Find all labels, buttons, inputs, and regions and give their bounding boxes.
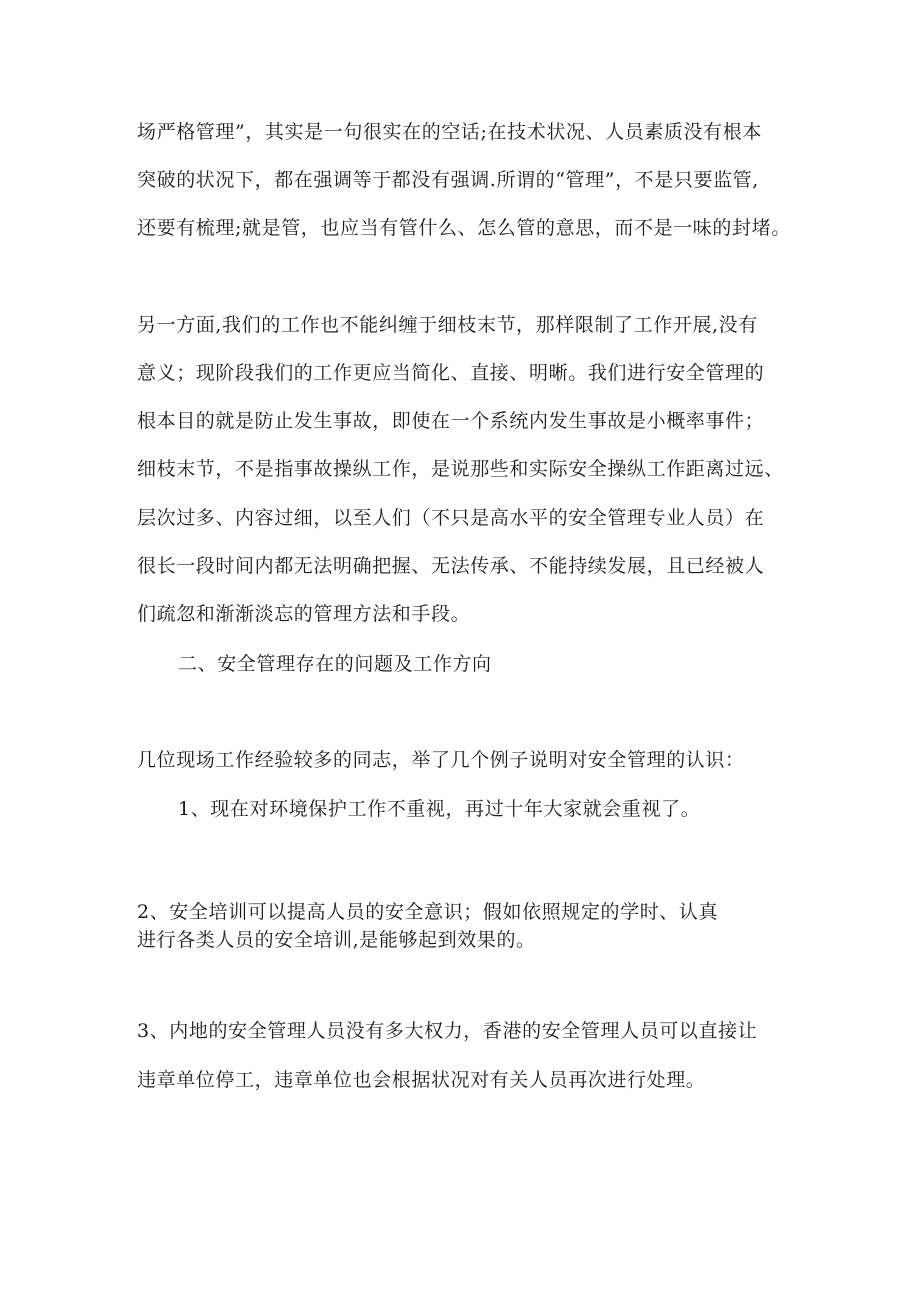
paragraph-2-line-2: 意义；现阶段我们的工作更应当简化、直接、明晰。我们进行安全管理的 [137,362,765,384]
paragraph-1-line-1: 场严格管理”，其实是一句很实在的空话;在技术状况、人员素质没有根本 [137,121,762,143]
list-item-2-line-1: 2、安全培训可以提高人员的安全意识；假如依照规定的学时、认真 [137,901,719,923]
list-item-1: 1、现在对环境保护工作不重视，再过十年大家就会重视了。 [178,798,701,820]
paragraph-2-line-1: 另一方面,我们的工作也不能纠缠于细枝末节，那样限制了工作开展,没有 [137,314,758,336]
paragraph-1-line-3: 还要有梳理;就是管，也应当有管什么、怎么管的意思，而不是一味的封堵。 [137,217,791,239]
paragraph-2-line-3: 根本目的就是防止发生事故，即使在一个系统内发生事故是小概率事件； [137,410,765,432]
paragraph-2-line-4: 细枝末节，不是指事故操纵工作，是说那些和实际安全操纵工作距离过远、 [137,458,784,480]
list-item-3-line-2: 违章单位停工，违章单位也会根据状况对有关人员再次进行处理。 [137,1069,706,1091]
paragraph-2-line-7: 们疏忽和渐渐淡忘的管理方法和手段。 [137,603,471,625]
list-item-3-line-1: 3、内地的安全管理人员没有多大权力，香港的安全管理人员可以直接让 [137,1020,758,1042]
section-heading: 二、安全管理存在的问题及工作方向 [178,653,492,675]
paragraph-2-line-5: 层次过多、内容过细，以至人们（不只是高水平的安全管理专业人员）在 [137,507,765,529]
intro-paragraph: 几位现场工作经验较多的同志，举了几个例子说明对安全管理的认识： [137,749,745,771]
paragraph-1-line-2: 突破的状况下，都在强调等于都没有强调.所谓的“管理”，不是只要监管, [137,169,759,191]
list-item-2-line-2: 进行各类人员的安全培训,是能够起到效果的。 [137,929,536,951]
paragraph-2-line-6: 很长一段时间内都无法明确把握、无法传承、不能持续发展，且已经被人 [137,555,765,577]
